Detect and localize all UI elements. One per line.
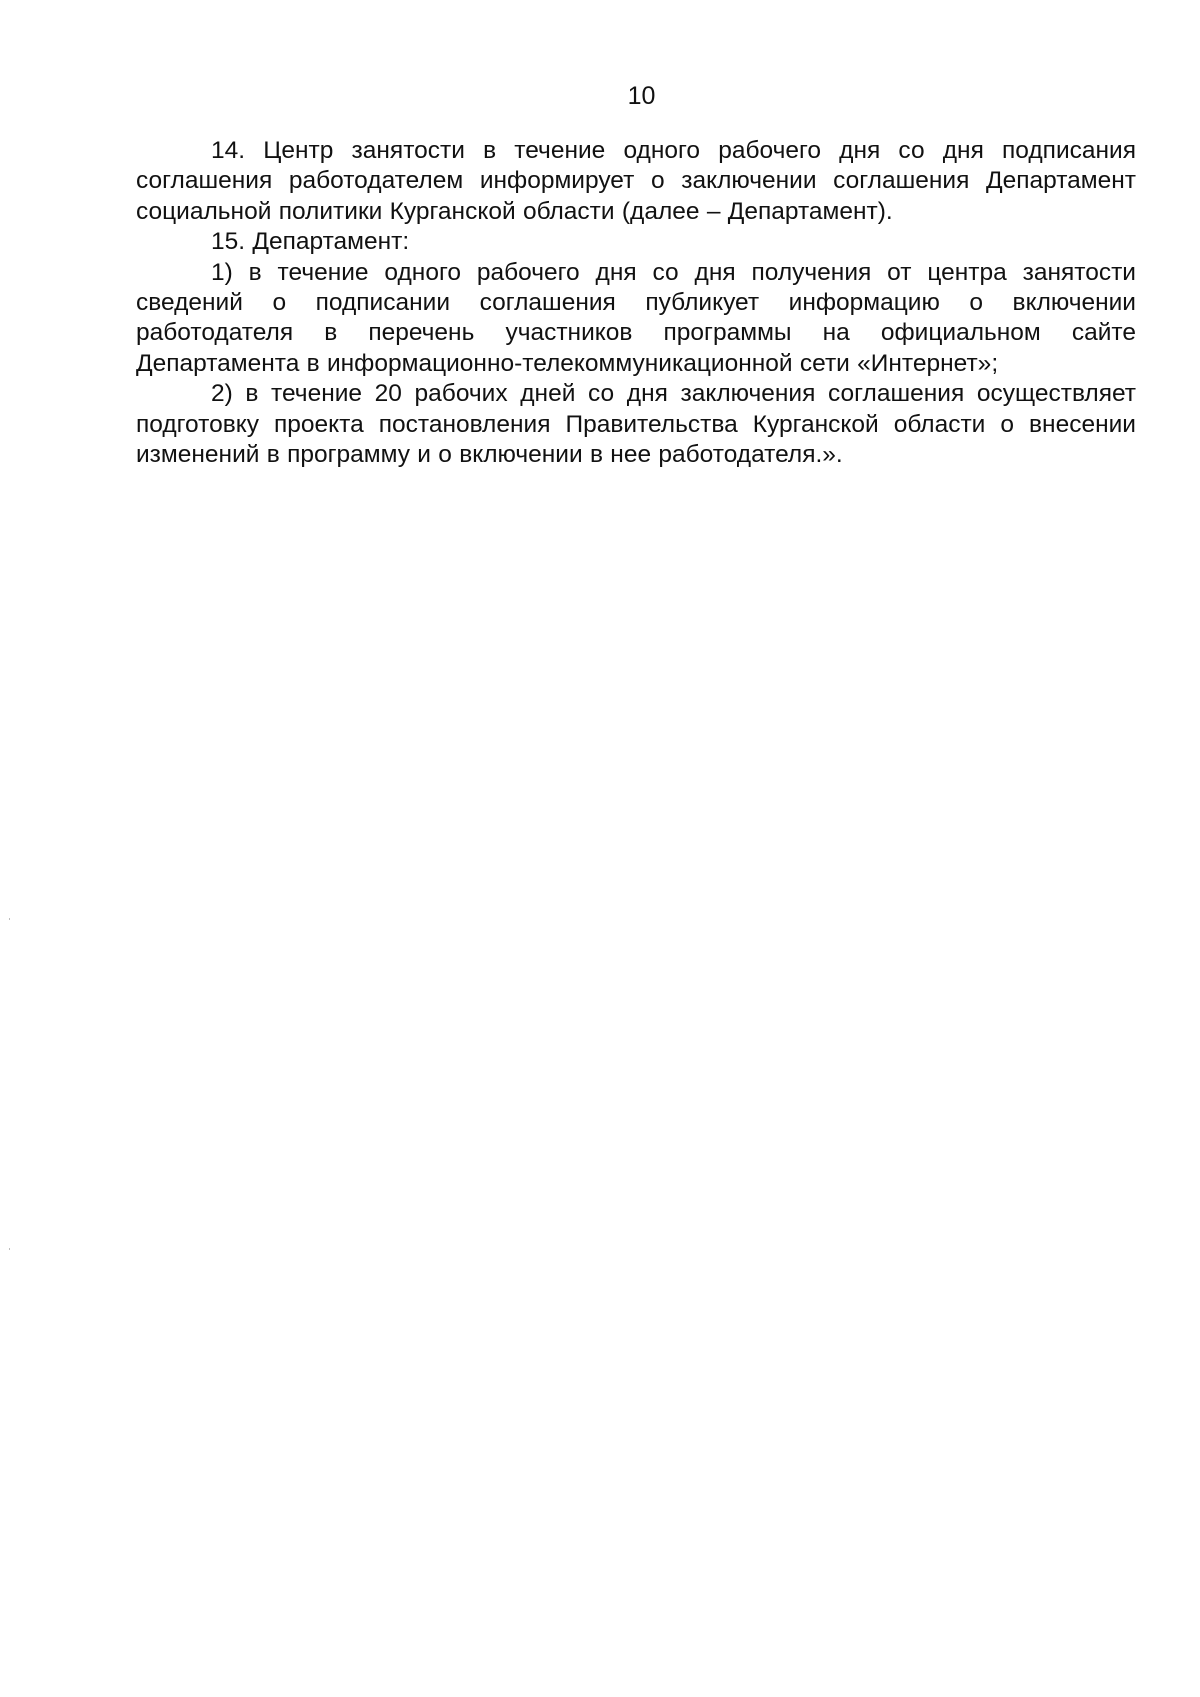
paragraph-14: 14. Центр занятости в течение одного рабочего дня со дня подписания соглашения работодателем информирует о заключении соглашения Департамент социальной политики Курганской области (далее – Департамент).: [136, 137, 1136, 225]
document-body: [136, 136, 1136, 470]
scan-speck: [9, 918, 10, 920]
paragraph-15: 15. Департамент:: [211, 228, 410, 256]
paragraph-15-item-2: 2) в течение 20 рабочих дней со дня заключения соглашения осуществляет подготовку проекта постановления Правительства Курганской области о внесении изменений в программу и о включении в нее работодателя.».: [136, 380, 1136, 469]
paragraph-15-item-1: 1) в течение одного рабочего дня со дня получения от центра занятости сведений о подписании соглашения публикует информацию о включении работодателя в перечень участников программы на официальном сайте Департамента в информационно-телекоммуникационной сети «Интернет»;: [136, 258, 1136, 377]
scan-speck: [9, 1248, 10, 1250]
page-number: 10: [627, 82, 656, 110]
